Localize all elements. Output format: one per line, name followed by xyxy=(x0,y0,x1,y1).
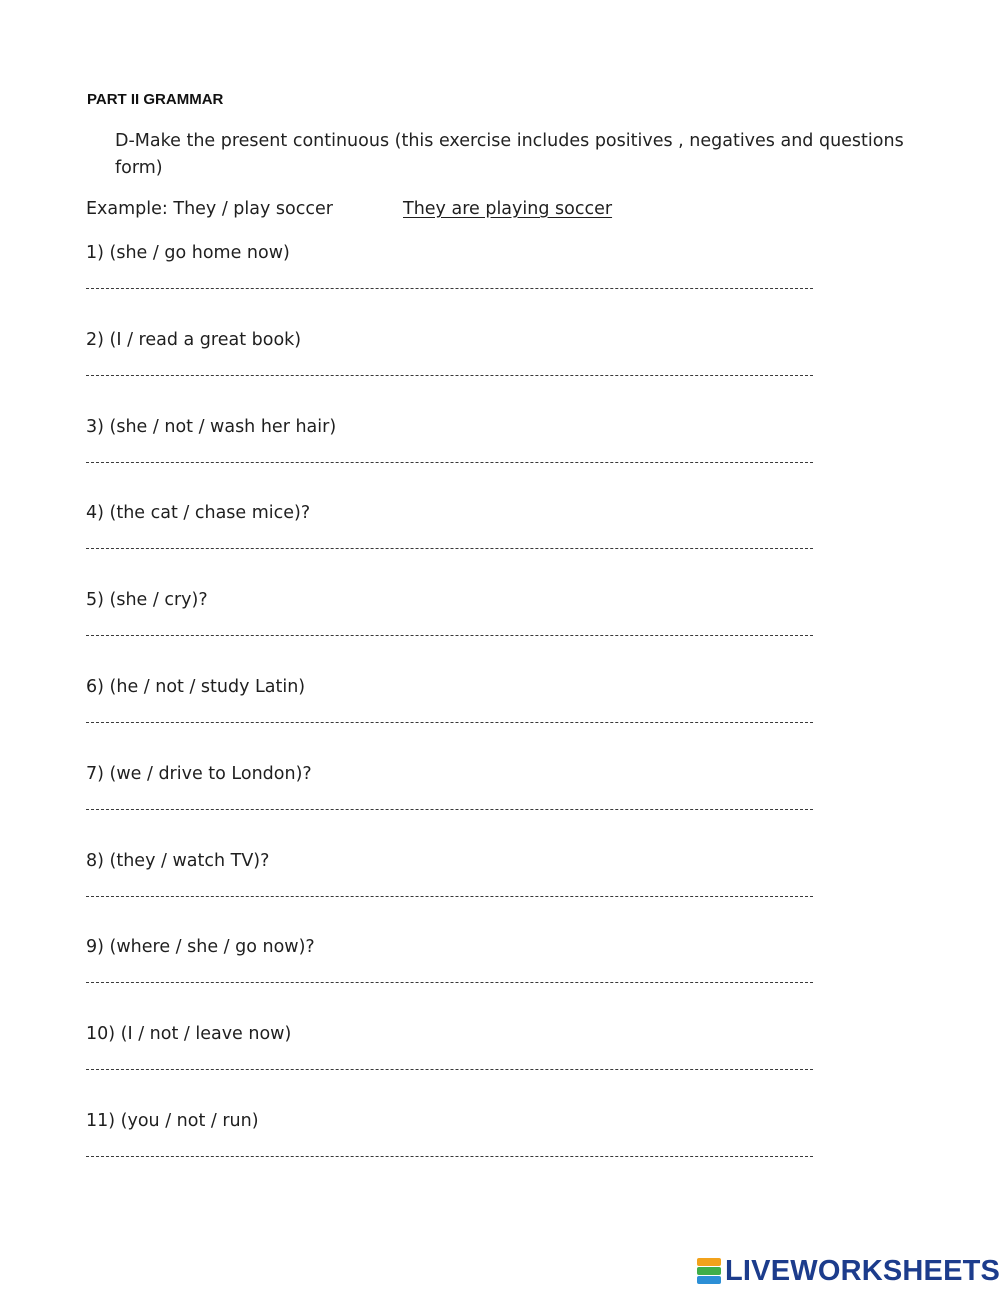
answer-line[interactable] xyxy=(86,982,813,983)
liveworksheets-logo xyxy=(697,1256,1000,1286)
exercise-item xyxy=(86,851,846,871)
item-prompt: 4) (the cat / chase mice)? xyxy=(86,503,311,524)
answer-line[interactable] xyxy=(86,635,813,636)
liveworksheets-logo-icon xyxy=(697,1258,721,1284)
item-prompt: 10) (I / not / leave now) xyxy=(86,1024,292,1045)
answer-line[interactable] xyxy=(86,288,813,289)
logo-text: LIVEWORKSHEETS xyxy=(725,1254,1000,1287)
item-prompt: 7) (we / drive to London)? xyxy=(86,763,312,784)
answer-line[interactable] xyxy=(86,548,813,549)
item-prompt: 9) (where / she / go now)? xyxy=(86,937,315,958)
answer-line[interactable] xyxy=(86,462,813,463)
answer-line[interactable] xyxy=(86,809,813,810)
answer-line[interactable] xyxy=(86,722,813,723)
exercise-item xyxy=(86,503,846,523)
exercise-item xyxy=(86,1111,846,1131)
item-prompt: 8) (they / watch TV)? xyxy=(86,850,270,871)
example-answer: They are playing soccer xyxy=(403,199,613,219)
item-prompt: 5) (she / cry)? xyxy=(86,590,208,611)
item-prompt: 2) (I / read a great book) xyxy=(86,329,302,350)
exercise-item xyxy=(86,1024,846,1044)
exercise-item xyxy=(86,243,846,263)
exercise-item xyxy=(86,417,846,437)
exercise-instruction: D-Make the present continuous (this exercise includes positives , negatives and questions form) xyxy=(115,131,904,178)
item-prompt: 11) (you / not / run) xyxy=(86,1111,259,1131)
example-prompt: Example: They / play soccer xyxy=(86,199,333,219)
exercise-item xyxy=(86,330,846,350)
exercise-item xyxy=(86,590,846,610)
item-prompt: 1) (she / go home now) xyxy=(86,243,290,263)
exercise-item xyxy=(86,937,846,957)
item-prompt: 6) (he / not / study Latin) xyxy=(86,677,306,697)
exercise-item xyxy=(86,677,846,697)
answer-line[interactable] xyxy=(86,1156,813,1157)
answer-line[interactable] xyxy=(86,896,813,897)
item-prompt: 3) (she / not / wash her hair) xyxy=(86,416,337,437)
answer-line[interactable] xyxy=(86,1069,813,1070)
answer-line[interactable] xyxy=(86,375,813,376)
page-title: PART II GRAMMAR xyxy=(87,91,224,108)
exercise-item xyxy=(86,764,846,784)
